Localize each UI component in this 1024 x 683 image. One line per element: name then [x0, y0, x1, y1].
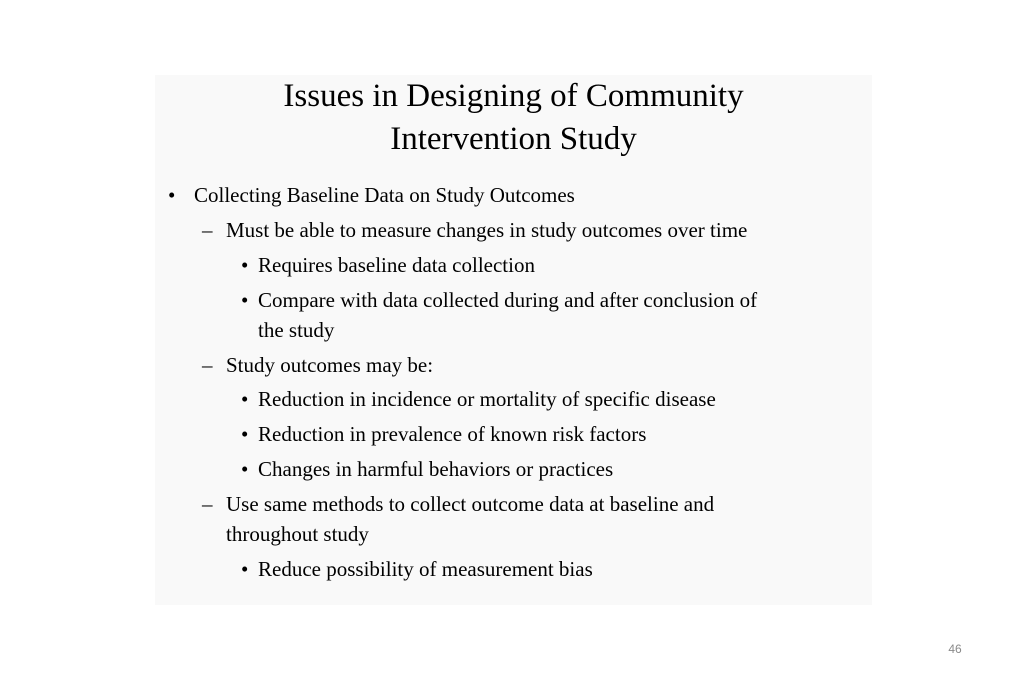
level-3-item: Reduction in prevalence of known risk factors — [258, 422, 647, 446]
bullet-marker: • — [241, 457, 249, 481]
bullet-marker: • — [241, 387, 249, 411]
level-2-item: Study outcomes may be: — [226, 353, 434, 377]
dash-marker: – — [202, 218, 213, 242]
bullet-marker: • — [241, 557, 249, 581]
level-3-item: Compare with data collected during and after conclusion of — [258, 288, 758, 312]
level-1-item: Collecting Baseline Data on Study Outcomes — [194, 183, 575, 207]
slide-image — [155, 75, 872, 605]
level-3-item-continuation: the study — [258, 318, 335, 342]
level-3-item: Requires baseline data collection — [258, 253, 535, 277]
level-2-item: Must be able to measure changes in study outcomes over time — [226, 218, 748, 242]
dash-marker: – — [202, 353, 213, 377]
dash-marker: – — [202, 492, 213, 516]
bullet-marker: • — [241, 422, 249, 446]
bullet-marker: • — [241, 253, 249, 277]
bullet-marker: • — [241, 288, 249, 312]
level-3-item: Changes in harmful behaviors or practices — [258, 457, 614, 481]
level-3-item: Reduce possibility of measurement bias — [258, 557, 593, 581]
level-3-item: Reduction in incidence or mortality of specific disease — [258, 387, 716, 411]
slide-title-line-1: Issues in Designing of Community — [283, 78, 744, 114]
level-2-item-continuation: throughout study — [226, 522, 369, 546]
bullet-marker: • — [168, 183, 176, 207]
level-2-item: Use same methods to collect outcome data at baseline and — [226, 492, 715, 516]
page-number: 46 — [948, 642, 962, 656]
slide-title-line-2: Intervention Study — [390, 121, 637, 157]
